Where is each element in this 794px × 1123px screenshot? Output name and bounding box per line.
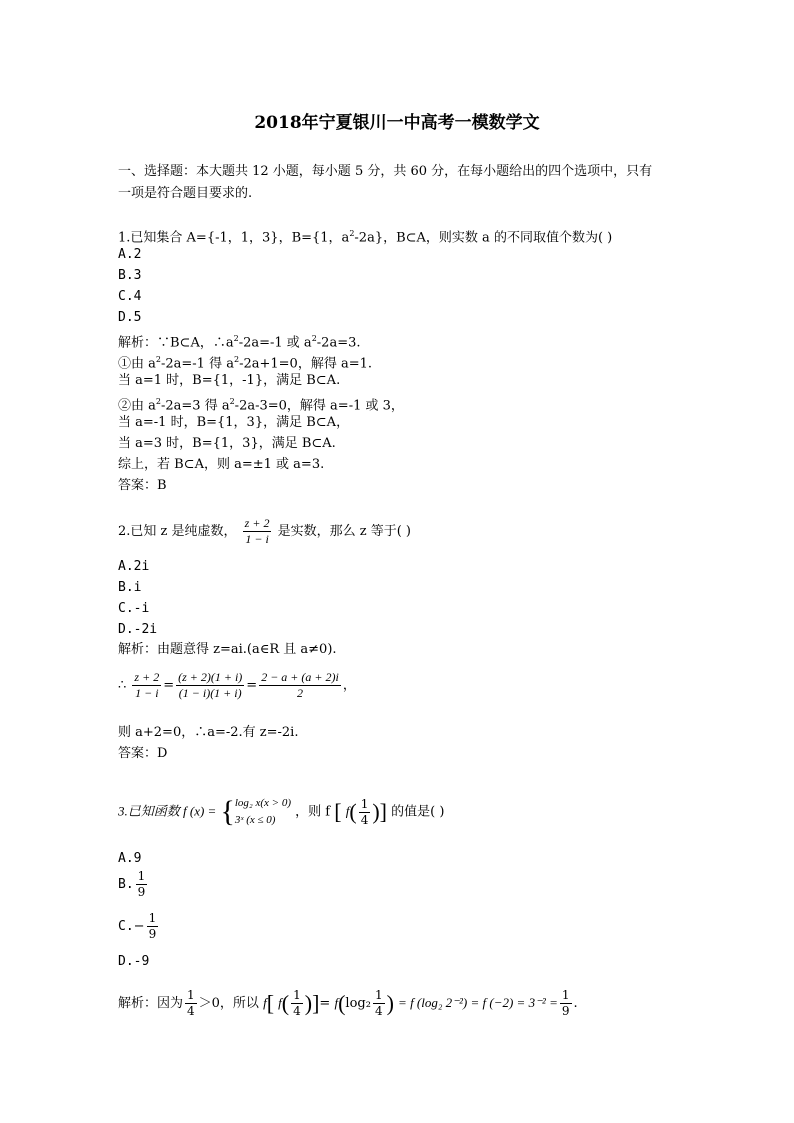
- section-intro-line-2: 一项是符合题目要求的.: [118, 186, 253, 201]
- q3-option-d: D.-9: [118, 954, 150, 969]
- q2-option-d: D.-2i: [118, 622, 158, 637]
- q3-stem: 3.已知函数 f (x) = { log₂ x(x > 0) 3ˣ (x ≤ 0) ，则 f [ f( $\frac{1}{4}$ )] 的值是( ): [118, 795, 445, 828]
- q1-stem: 1.已知集合 A={-1，1，3}，B={1，$a^2-2a$}，B⊂A，则实数 a 的不同取值个数为( ): [118, 229, 613, 246]
- q2-solution-line-3: 则 a+2=0，∴a=-2.有 z=-2i.: [118, 725, 299, 740]
- q3-sol-quarter: $\frac{1}{4}$: [187, 988, 195, 1018]
- q1-solution-line-7: 综上，若 B⊂A，则 a=±1 或 a=3.: [118, 457, 325, 472]
- q1-option-b: B.3: [118, 268, 142, 283]
- q1-solution-line-4: ②由 $a^2-2a=3$ 得 $a^2-2a-3=0$，解得 a=-1 或 3，: [118, 397, 404, 414]
- q2-fraction: $\frac{z + 2}{1 - i}$: [244, 516, 270, 546]
- q1-solution-line-5: 当 a=-1 时，B={1，3}，满足 B⊂A，: [118, 415, 350, 430]
- q1-solution-line-6: 当 a=3 时，B={1，3}，满足 B⊂A.: [118, 436, 336, 451]
- q3-option-c: C.− $\frac{1}{9}$: [118, 911, 157, 941]
- q1-option-d: D.5: [118, 310, 142, 325]
- q2-option-b: B.i: [118, 580, 142, 595]
- q3-option-c-fraction: $\frac{1}{9}$: [148, 911, 157, 941]
- q1-solution-line-3: 当 a=1 时，B={1，-1}，满足 B⊂A.: [118, 373, 341, 388]
- q2-solution-line-1: 解析：由题意得 z=ai.(a∈R 且 a≠0).: [118, 642, 337, 657]
- document-title: 2018年宁夏银川一中高考一模数学文: [254, 113, 540, 133]
- q2-stem: 2.已知 z 是纯虚数， $\frac{z + 2}{1 - i}$ 是实数，那么 z 等于( ): [118, 516, 411, 546]
- q2-sol-fraction-3: $\frac{2 - a + (a + 2)i}{2}$: [261, 670, 339, 700]
- q1-solution-line-1: 解析：∵B⊂A，$\therefore a^2-2a=-1$ 或 $a^2-2a=3$.: [118, 334, 361, 351]
- q3-quarter-fraction: $\frac{1}{4}$: [360, 796, 369, 827]
- piecewise-cases: log₂ x(x > 0) 3ˣ (x ≤ 0): [234, 797, 292, 826]
- q3-option-a: A.9: [118, 851, 142, 866]
- q2-answer: 答案：D: [118, 746, 168, 761]
- q1-option-a: A.2: [118, 247, 142, 262]
- section-intro-line-1: 一、选择题：本大题共 12 小题，每小题 5 分，共 60 分，在每小题给出的四个选项中，只有: [118, 164, 653, 179]
- piecewise-brace: {: [220, 795, 235, 828]
- q2-option-a: A.2i: [118, 559, 150, 574]
- q2-option-c: C.-i: [118, 601, 150, 616]
- q2-solution-line-2: ∴ $\frac{z + 2}{1 - i}$ = $\frac{(z + 2)(1 + i)}{(1 - i)(1 + i)}$ = $\frac{2 - a + (a + 2)i}{2}$ ，: [118, 670, 356, 700]
- q1-option-c: C.4: [118, 289, 142, 304]
- q1-solution-line-2: ①由 $a^2-2a=-1$ 得 $a^2-2a+1=0$，解得 a=1.: [118, 355, 372, 372]
- q2-sol-fraction-2: $\frac{(z + 2)(1 + i)}{(1 - i)(1 + i)}$: [178, 670, 243, 700]
- q2-sol-fraction-1: $\frac{z + 2}{1 - i}$: [134, 670, 160, 700]
- q1-answer: 答案：B: [118, 478, 167, 493]
- q3-solution-line: 解析：因为 $\frac{1}{4}$ ＞0，所以 f[ f( $\frac{1}{4}$ )]= f(log₂ $\frac{1}{4}$ ) = f (log₂ 2⁻²) = f (−2) = 3⁻² = $\frac{1}{9}$ .: [118, 988, 578, 1018]
- q3-option-b: B. $\frac{1}{9}$: [118, 869, 146, 899]
- q3-option-b-fraction: $\frac{1}{9}$: [137, 869, 146, 899]
